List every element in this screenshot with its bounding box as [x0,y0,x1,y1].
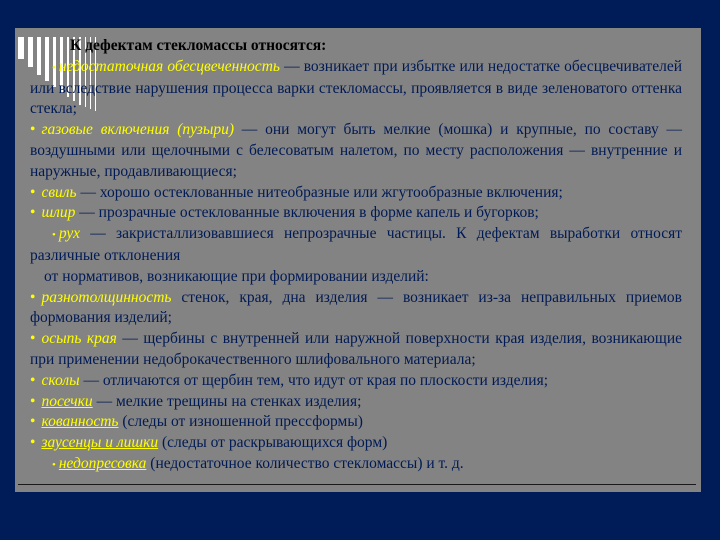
bullet-icon: • [30,392,36,410]
defect-description: — хорошо остеклованные нитеобразные или жгутообразные включения; [76,183,563,201]
bottom-divider [18,484,696,485]
defect-term: шлир [41,204,76,222]
list-item [30,371,682,392]
list-item [30,329,682,371]
bullet-icon: • [30,183,36,201]
defect-term: свиль [41,183,77,201]
defect-term: кованность [41,413,119,431]
defect-term: рух [58,225,80,243]
bullet-icon: • [52,458,56,471]
bullet-icon: • [30,121,36,139]
defect-term: разнотолщинность [41,288,172,306]
list-item [30,433,682,454]
defect-description: (следы от изношенной прессформы) [118,413,363,431]
list-item [30,454,682,476]
list-item [30,203,682,224]
list-item [30,288,682,330]
defect-term: газовые включения (пузыри) [41,121,235,139]
defect-description: (следы от раскрывающихся форм) [158,434,388,452]
bullet-icon: • [30,330,36,348]
bullet-icon: • [30,371,36,389]
bullet-icon: • [52,229,56,242]
list-item [30,120,682,182]
defect-term: осыпь края [41,330,117,348]
list-item [30,224,682,267]
defect-term: сколы [41,371,80,389]
list-item [30,57,682,120]
defect-description: — закристаллизовавшиеся непрозрачные частицы. К дефектам выработки относят различные отклонения [30,225,682,264]
defect-description: — возникает при избытке или недостатке обесцвечивателей или вследствие нарушения процесса варки стекломассы, проявляется в виде зеленоватого оттенка стекла; [30,57,682,118]
bullet-icon: • [52,61,56,74]
defect-term: недостаточная обесцвеченность [58,57,280,75]
defect-description: — прозрачные остеклованные включения в форме капель и бугорков; [75,204,539,222]
slide-text [30,36,682,476]
defect-description: — отличаются от щербин тем, что идут от края по плоскости изделия; [79,371,549,389]
defect-description: — щербины с внутренней или наружной поверхности края изделия, возникающие при применении недоброкачественного шлифовального материала; [30,330,682,368]
bullet-icon: • [30,434,36,452]
defect-term: заусенцы и лишки [41,434,159,452]
defect-term: посечки [41,392,93,410]
continuation-line: от нормативов, возникающие при формировании изделий: [44,267,429,285]
list-item [30,183,682,204]
defect-description: стенок, края, дна изделия — возникает из-за неправильных приемов формования изделий; [30,288,682,327]
list-item [30,392,682,413]
defect-description: — они могут быть мелкие (мошка) и крупные, по составу — воздушными или щелочными с белесоватым налетом, по месту расположения — внутренние и наружные, продавливающиеся; [30,121,682,180]
defect-description: (недостаточное количество стекломассы) и т. д. [146,454,464,472]
bullet-icon: • [30,413,36,431]
bullet-icon: • [30,288,36,306]
list-item [30,412,682,433]
defect-term: недопресовка [58,454,147,472]
defect-description: — мелкие трещины на стенках изделия; [92,392,362,410]
bullet-icon: • [30,204,36,222]
slide-title: К дефектам стекломассы относятся: [70,37,327,54]
